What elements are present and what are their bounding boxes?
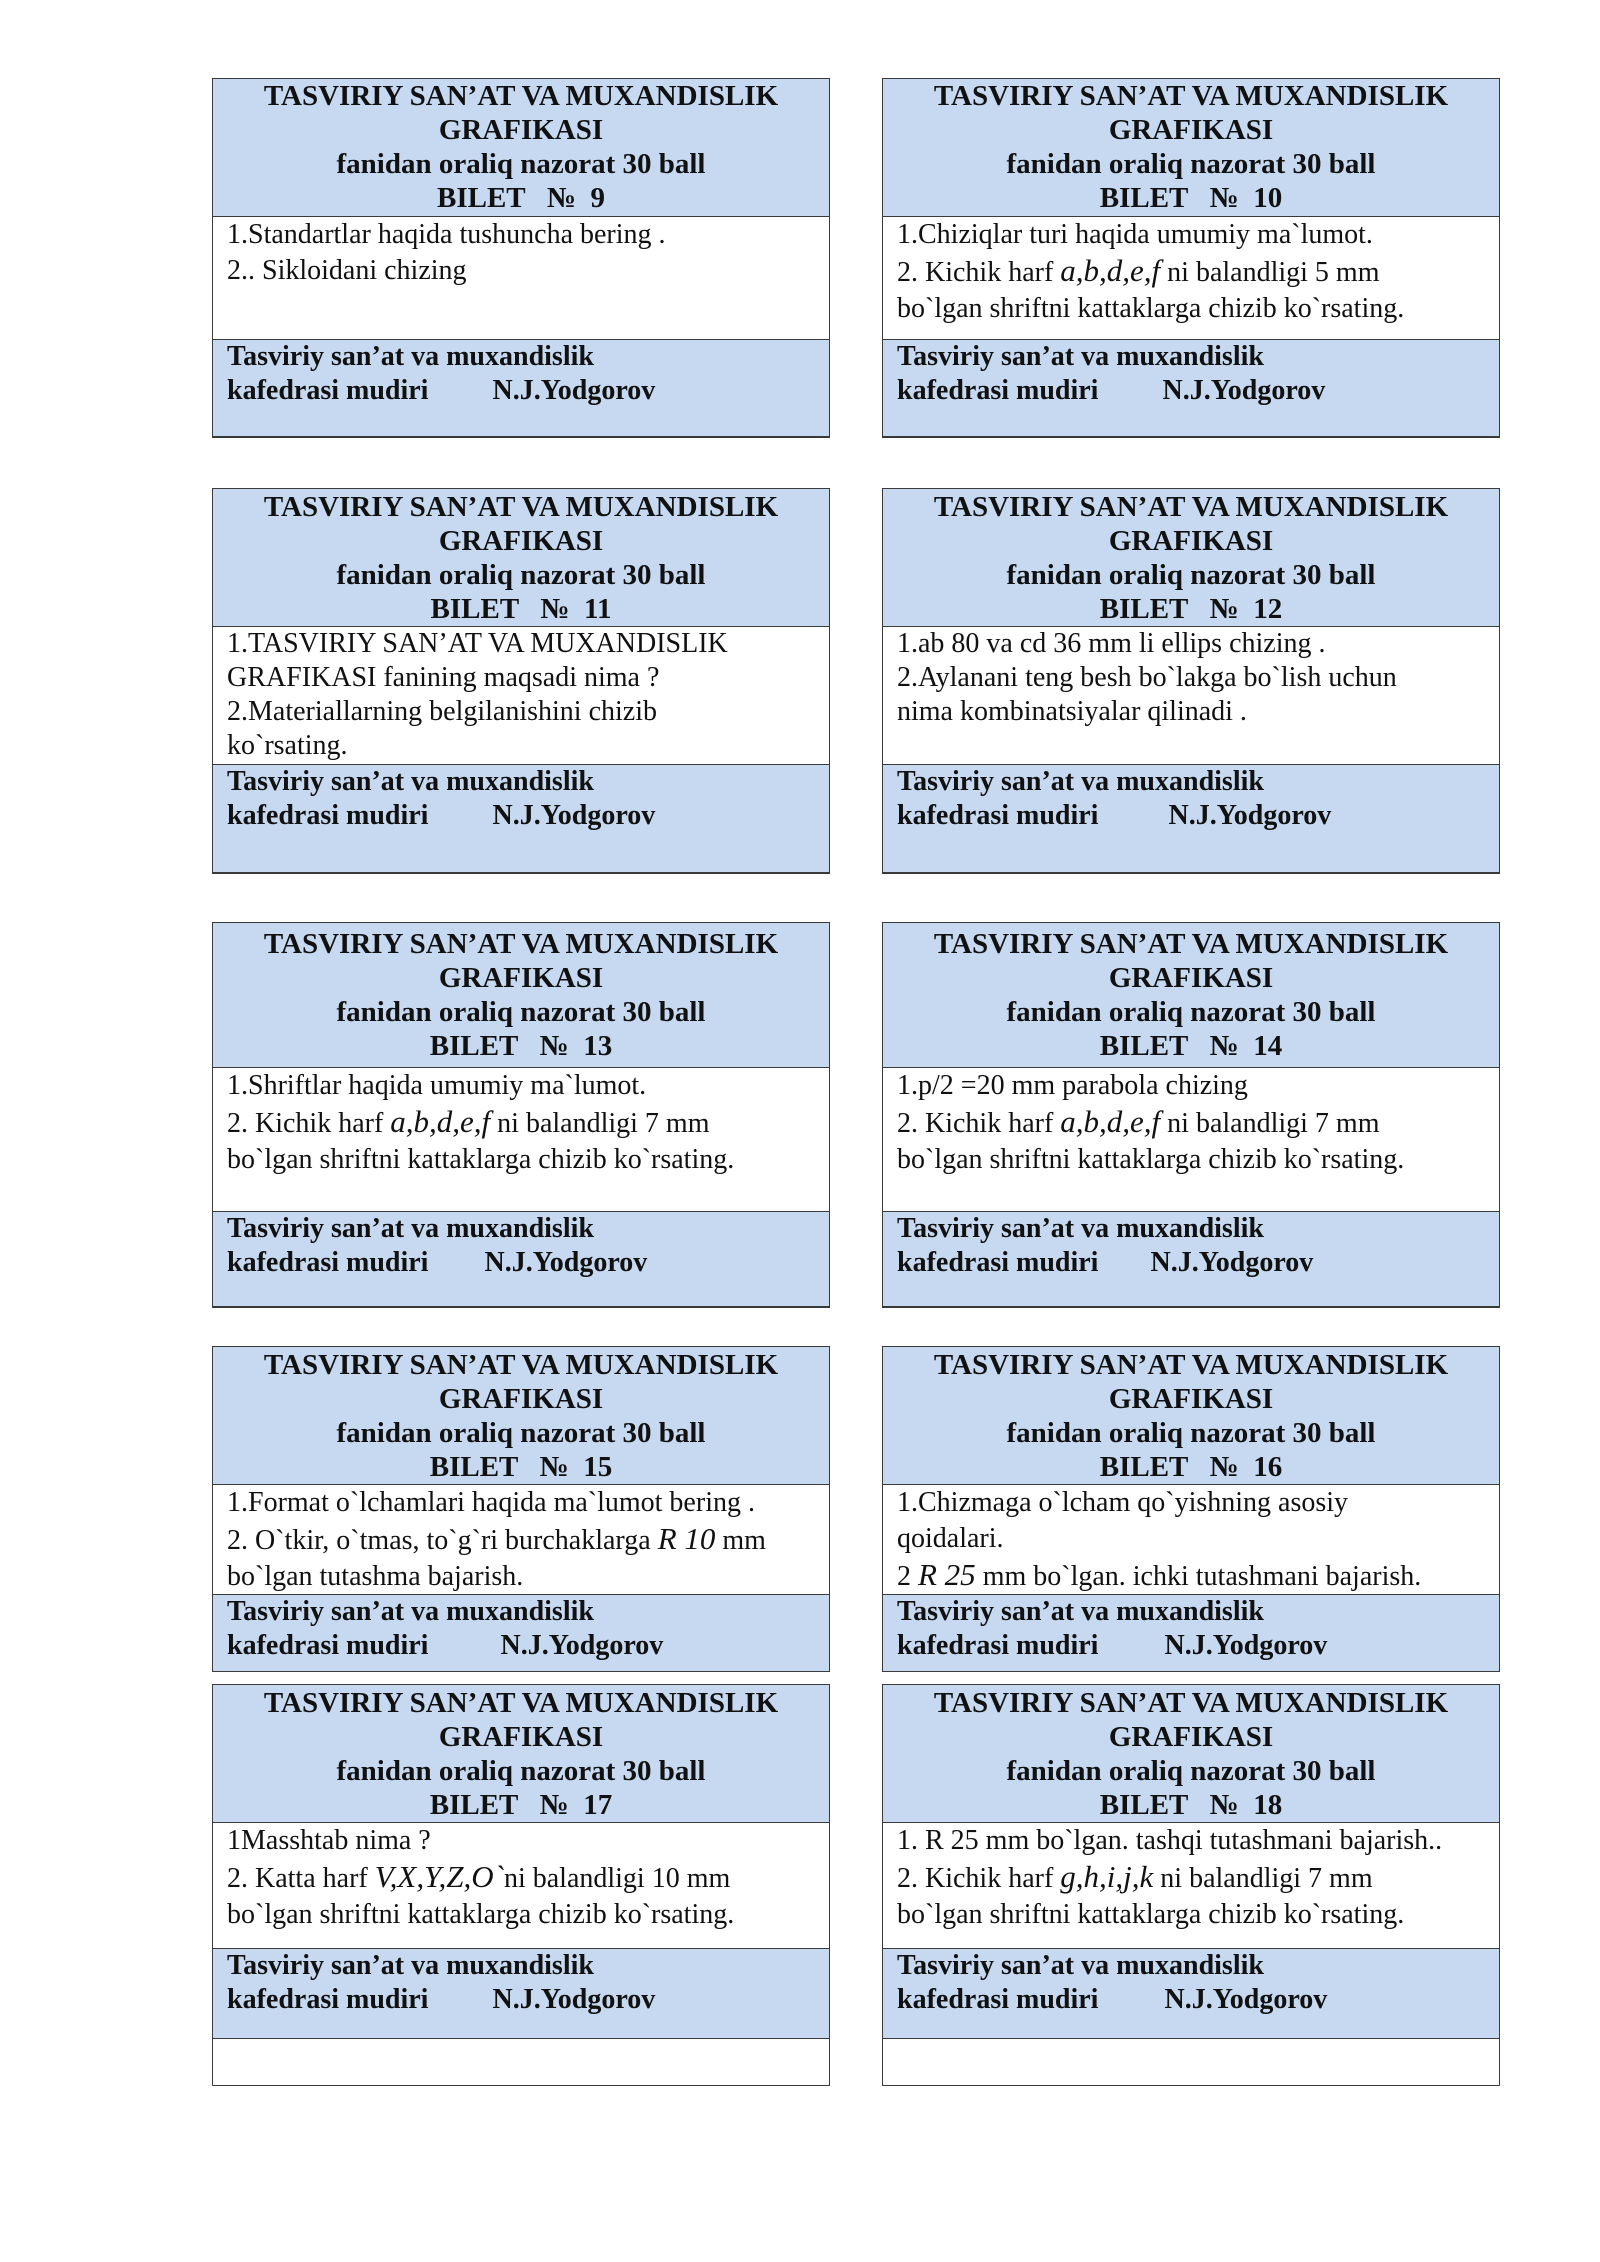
ticket-header xyxy=(213,923,829,1068)
ticket-header xyxy=(213,1685,829,1823)
ticket-13 xyxy=(212,922,830,1308)
ticket-questions xyxy=(883,217,1499,341)
ticket-number: BILET № 14 xyxy=(1099,1030,1283,1063)
ticket-title-cont: GRAFIKASI xyxy=(438,524,604,557)
ticket-footer xyxy=(883,1949,1499,2039)
question-line: GRAFIKASI fanining maqsadi nima ? xyxy=(227,662,660,693)
ticket-subtitle: fanidan oraliq nazorat 30 ball xyxy=(1006,1754,1376,1787)
ticket-blank-row xyxy=(883,2039,1499,2085)
ticket-number: BILET № 15 xyxy=(429,1450,613,1483)
question-line: 2 R 25 mm bo`lgan. ichki tutashmani bajarish. xyxy=(897,1557,1422,1592)
ticket-questions xyxy=(213,1485,829,1595)
ticket-number: BILET № 18 xyxy=(1099,1788,1283,1821)
footer-role: kafedrasi mudiri xyxy=(227,1984,429,2015)
ticket-11 xyxy=(212,488,830,874)
ticket-questions xyxy=(883,1823,1499,1949)
ticket-questions xyxy=(213,1068,829,1211)
footer-role: kafedrasi mudiri xyxy=(227,375,429,407)
ticket-12 xyxy=(882,488,1500,874)
ticket-header xyxy=(213,79,829,217)
ticket-subtitle: fanidan oraliq nazorat 30 ball xyxy=(1006,996,1376,1029)
ticket-10 xyxy=(882,78,1500,438)
question-line: 2.. Sikloidani chizing xyxy=(227,254,467,286)
ticket-header xyxy=(883,489,1499,627)
ticket-footer xyxy=(883,765,1499,873)
question-line: 1.Chiziqlar turi haqida umumiy ma`lumot. xyxy=(897,218,1373,250)
footer-role: kafedrasi mudiri xyxy=(897,800,1099,831)
ticket-footer xyxy=(883,1212,1499,1308)
ticket-header xyxy=(883,79,1499,217)
ticket-header xyxy=(213,489,829,627)
question-line: bo`lgan shriftni kattaklarga chizib ko`rsating. xyxy=(227,1144,735,1176)
ticket-header xyxy=(883,1685,1499,1823)
ticket-title: TASVIRIY SAN’AT VA MUXANDISLIK xyxy=(933,1348,1449,1381)
ticket-title: TASVIRIY SAN’AT VA MUXANDISLIK xyxy=(263,1348,779,1381)
ticket-questions xyxy=(883,1485,1499,1595)
question-line: 2. Kichik harf a,b,d,e,f ni balandligi 7 mm xyxy=(897,1104,1380,1140)
footer-department: Tasviriy san’at va muxandislik xyxy=(227,341,594,373)
ticket-questions xyxy=(883,627,1499,765)
ticket-title-cont: GRAFIKASI xyxy=(438,962,604,995)
footer-department: Tasviriy san’at va muxandislik xyxy=(897,766,1264,797)
ticket-9 xyxy=(212,78,830,438)
question-line: 2.Materiallarning belgilanishini chizib xyxy=(227,696,657,727)
footer-signatory: N.J.Yodgorov xyxy=(1168,800,1332,831)
ticket-number: BILET № 9 xyxy=(436,182,606,215)
ticket-title-cont: GRAFIKASI xyxy=(1108,524,1274,557)
footer-role: kafedrasi mudiri xyxy=(227,1630,429,1661)
ticket-subtitle: fanidan oraliq nazorat 30 ball xyxy=(1006,148,1376,181)
ticket-header xyxy=(883,1347,1499,1485)
ticket-footer xyxy=(883,1595,1499,1671)
ticket-subtitle: fanidan oraliq nazorat 30 ball xyxy=(336,1416,706,1449)
ticket-footer xyxy=(213,1212,829,1308)
ticket-number: BILET № 11 xyxy=(430,592,612,625)
ticket-footer xyxy=(213,1949,829,2039)
ticket-title: TASVIRIY SAN’AT VA MUXANDISLIK xyxy=(933,1686,1449,1719)
ticket-17 xyxy=(212,1684,830,2086)
question-line: 2.Aylanani teng besh bo`lakga bo`lish uchun xyxy=(897,662,1397,693)
ticket-subtitle: fanidan oraliq nazorat 30 ball xyxy=(336,558,706,591)
footer-signatory: N.J.Yodgorov xyxy=(500,1630,664,1661)
ticket-title-cont: GRAFIKASI xyxy=(1108,114,1274,147)
footer-signatory: N.J.Yodgorov xyxy=(1162,375,1326,407)
question-line: 1.Chizmaga o`lcham qo`yishning asosiy xyxy=(897,1487,1349,1518)
footer-role: kafedrasi mudiri xyxy=(897,375,1099,407)
ticket-title-cont: GRAFIKASI xyxy=(438,114,604,147)
footer-role: kafedrasi mudiri xyxy=(227,1246,429,1278)
question-line: 1.TASVIRIY SAN’AT VA MUXANDISLIK xyxy=(227,628,728,659)
ticket-14 xyxy=(882,922,1500,1308)
question-line: 2. O`tkir, o`tmas, to`g`ri burchaklarga R 10 mm xyxy=(227,1521,766,1556)
ticket-title: TASVIRIY SAN’AT VA MUXANDISLIK xyxy=(263,1686,779,1719)
question-line: 1.p/2 =20 mm parabola chizing xyxy=(897,1070,1248,1102)
ticket-title: TASVIRIY SAN’AT VA MUXANDISLIK xyxy=(263,928,779,961)
ticket-title-cont: GRAFIKASI xyxy=(438,1720,604,1753)
footer-department: Tasviriy san’at va muxandislik xyxy=(227,1596,594,1627)
footer-department: Tasviriy san’at va muxandislik xyxy=(227,1212,594,1244)
ticket-title-cont: GRAFIKASI xyxy=(1108,962,1274,995)
ticket-title-cont: GRAFIKASI xyxy=(438,1382,604,1415)
footer-department: Tasviriy san’at va muxandislik xyxy=(897,1212,1264,1244)
ticket-questions xyxy=(213,1823,829,1949)
footer-role: kafedrasi mudiri xyxy=(897,1984,1099,2015)
footer-signatory: N.J.Yodgorov xyxy=(1164,1984,1328,2015)
question-line: bo`lgan shriftni kattaklarga chizib ko`rsating. xyxy=(897,1899,1405,1930)
question-line: ko`rsating. xyxy=(227,730,348,761)
footer-department: Tasviriy san’at va muxandislik xyxy=(227,1950,594,1981)
ticket-subtitle: fanidan oraliq nazorat 30 ball xyxy=(336,148,706,181)
question-line: qoidalari. xyxy=(897,1523,1004,1554)
ticket-subtitle: fanidan oraliq nazorat 30 ball xyxy=(1006,558,1376,591)
question-line: 2. Katta harf V,X,Y,Z,O`ni balandligi 10 mm xyxy=(227,1859,731,1894)
ticket-number: BILET № 12 xyxy=(1099,592,1283,625)
footer-role: kafedrasi mudiri xyxy=(897,1630,1099,1661)
question-line: 2. Kichik harf a,b,d,e,f ni balandligi 5 mm xyxy=(897,252,1380,288)
footer-signatory: N.J.Yodgorov xyxy=(1164,1630,1328,1661)
question-line: bo`lgan shriftni kattaklarga chizib ko`rsating. xyxy=(897,1144,1405,1176)
ticket-subtitle: fanidan oraliq nazorat 30 ball xyxy=(1006,1416,1376,1449)
ticket-16 xyxy=(882,1346,1500,1672)
footer-signatory: N.J.Yodgorov xyxy=(1150,1246,1314,1278)
ticket-blank-row xyxy=(213,2039,829,2085)
question-line: 1.ab 80 va cd 36 mm li ellips chizing . xyxy=(897,628,1326,659)
ticket-header xyxy=(883,923,1499,1068)
question-line: bo`lgan tutashma bajarish. xyxy=(227,1561,524,1592)
question-line: 2. Kichik harf g,h,i,j,k ni balandligi 7 mm xyxy=(897,1859,1373,1894)
ticket-18 xyxy=(882,1684,1500,2086)
ticket-title: TASVIRIY SAN’AT VA MUXANDISLIK xyxy=(933,80,1449,113)
ticket-15 xyxy=(212,1346,830,1672)
footer-department: Tasviriy san’at va muxandislik xyxy=(897,341,1264,373)
ticket-questions xyxy=(213,627,829,765)
footer-department: Tasviriy san’at va muxandislik xyxy=(897,1596,1264,1627)
footer-signatory: N.J.Yodgorov xyxy=(492,375,656,407)
ticket-title: TASVIRIY SAN’AT VA MUXANDISLIK xyxy=(263,490,779,523)
question-line: bo`lgan shriftni kattaklarga chizib ko`rsating. xyxy=(227,1899,735,1930)
question-line: 2. Kichik harf a,b,d,e,f ni balandligi 7 mm xyxy=(227,1104,710,1140)
footer-role: kafedrasi mudiri xyxy=(897,1246,1099,1278)
ticket-subtitle: fanidan oraliq nazorat 30 ball xyxy=(336,996,706,1029)
question-line: nima kombinatsiyalar qilinadi . xyxy=(897,696,1247,727)
ticket-subtitle: fanidan oraliq nazorat 30 ball xyxy=(336,1754,706,1787)
ticket-header xyxy=(213,1347,829,1485)
question-line: 1.Format o`lchamlari haqida ma`lumot bering . xyxy=(227,1487,755,1518)
question-line: bo`lgan shriftni kattaklarga chizib ko`rsating. xyxy=(897,292,1405,324)
ticket-footer xyxy=(213,340,829,437)
ticket-questions xyxy=(213,217,829,341)
ticket-title-cont: GRAFIKASI xyxy=(1108,1382,1274,1415)
ticket-footer xyxy=(213,1595,829,1671)
ticket-footer xyxy=(213,765,829,873)
ticket-footer xyxy=(883,340,1499,437)
footer-signatory: N.J.Yodgorov xyxy=(492,1984,656,2015)
question-line: 1.Shriftlar haqida umumiy ma`lumot. xyxy=(227,1070,647,1102)
ticket-number: BILET № 10 xyxy=(1099,182,1283,215)
ticket-number: BILET № 13 xyxy=(429,1030,613,1063)
ticket-title: TASVIRIY SAN’AT VA MUXANDISLIK xyxy=(933,928,1449,961)
question-line: 1. R 25 mm bo`lgan. tashqi tutashmani bajarish.. xyxy=(897,1825,1443,1856)
ticket-title: TASVIRIY SAN’AT VA MUXANDISLIK xyxy=(933,490,1449,523)
ticket-title: TASVIRIY SAN’AT VA MUXANDISLIK xyxy=(263,80,779,113)
ticket-title-cont: GRAFIKASI xyxy=(1108,1720,1274,1753)
footer-role: kafedrasi mudiri xyxy=(227,800,429,831)
ticket-questions xyxy=(883,1068,1499,1211)
ticket-number: BILET № 17 xyxy=(429,1788,613,1821)
footer-signatory: N.J.Yodgorov xyxy=(484,1246,648,1278)
footer-department: Tasviriy san’at va muxandislik xyxy=(897,1950,1264,1981)
footer-signatory: N.J.Yodgorov xyxy=(492,800,656,831)
question-line: 1.Standartlar haqida tushuncha bering . xyxy=(227,218,666,250)
footer-department: Tasviriy san’at va muxandislik xyxy=(227,766,594,797)
question-line: 1Masshtab nima ? xyxy=(227,1825,431,1856)
ticket-number: BILET № 16 xyxy=(1099,1450,1283,1483)
